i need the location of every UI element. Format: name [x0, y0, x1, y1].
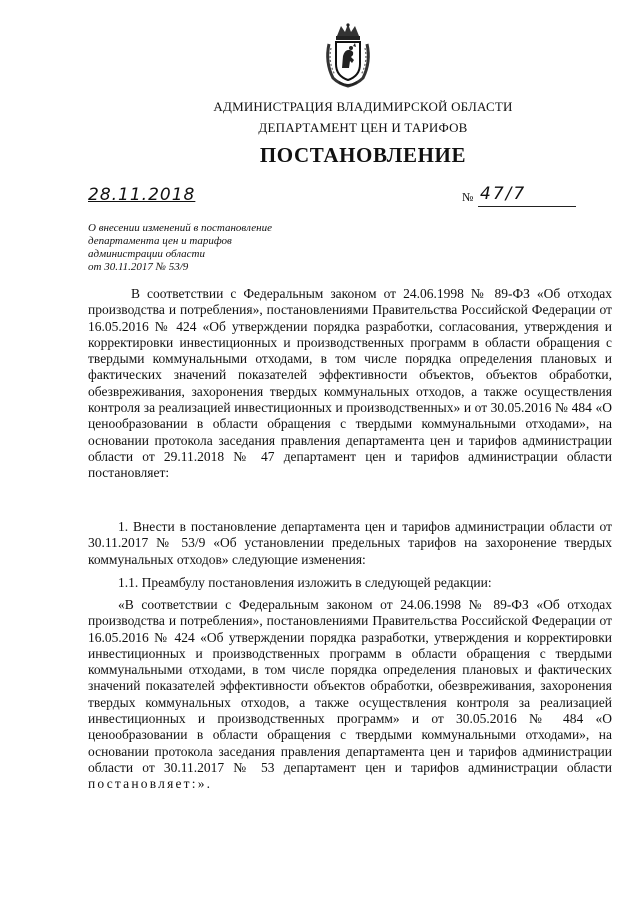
- subject-line: администрации области: [88, 248, 205, 260]
- document-title-text: ПОСТАНОВЛЕНИЕ: [259, 143, 467, 167]
- new-preamble-text: «В соответствии с Федеральным законом от 24.06.1998 № 89-ФЗ «Об отходах производства и потребления», постановлениями Правительства Российской Федерации от 16.05.2016 № 424 «Об утверждении порядка разработки, утверждения и корректировки инвестиционных и производственных программ в области обращения с твердыми коммунальными отходами, в том числе порядка определения плановых и фактических значений показателей эффективности объектов обработки, обезвреживания, захоронения твердых коммунальных отходов, а также осуществления контроля за реализацией инвестиционных и производственных программ» и от 30.05.2016 № 484 «О ценообразовании в области обращения с твердыми коммунальными отходами», на основании протокола заседания правления департамента цен и тарифов администрации области от 30.11.2017 № 53 департамент цен и тарифов администрации области: [88, 597, 612, 775]
- document-subject: [88, 222, 328, 274]
- document-date: 28.11.2018: [88, 185, 196, 205]
- body-paragraph-new-preamble: [88, 597, 612, 793]
- department-header-line1: АДМИНИСТРАЦИЯ ВЛАДИМИРСКОЙ ОБЛАСТИ: [213, 99, 513, 114]
- document-number: 47/7: [480, 184, 527, 204]
- body-paragraph-item-1: 1. Внести в постановление департамента цен и тарифов администрации области от 30.11.2017 № 53/9 «Об установлении предельных тарифов на захоронение твердых коммунальных отходов» следующие изменения:: [88, 519, 612, 567]
- subject-line: департамента цен и тарифов: [88, 235, 232, 247]
- document-number-underline: [478, 206, 576, 207]
- department-header-line2: ДЕПАРТАМЕНТ ЦЕН И ТАРИФОВ: [258, 120, 468, 135]
- document-number-prefix: №: [462, 190, 474, 204]
- subject-line: О внесении изменений в постановление: [88, 222, 272, 234]
- document-title: [43, 143, 640, 168]
- subject-line: от 30.11.2017 № 53/9: [88, 261, 189, 273]
- new-preamble-resolves: постановляет:».: [88, 776, 213, 792]
- coat-of-arms-icon: [323, 22, 373, 88]
- body-paragraph-preamble: В соответствии с Федеральным законом от 24.06.1998 № 89-ФЗ «Об отходах производства и потребления», постановлениями Правительства Российской Федерации от 16.05.2016 № 424 «Об утверждении порядка разработки, согласования, утверждения и корректировки инвестиционных и производственных программ в области обращения с твердыми коммунальными отходами, в том числе порядка определения плановых и фактических значений показателей эффективности объектов, объектов обработки, обезвреживания, захоронения твердых коммунальных отходов, а также осуществления контроля за реализацией инвестиционных и производственных» и от 30.05.2016 № 484 «О ценообразовании в области обращения с твердыми коммунальными отходами», на основании протокола заседания правления департамента цен и тарифов администрации области от 29.11.2018 № 47 департамент цен и тарифов администрации области постановляет:: [88, 286, 612, 481]
- body-paragraph-item-1-1: 1.1. Преамбулу постановления изложить в следующей редакции:: [118, 575, 492, 590]
